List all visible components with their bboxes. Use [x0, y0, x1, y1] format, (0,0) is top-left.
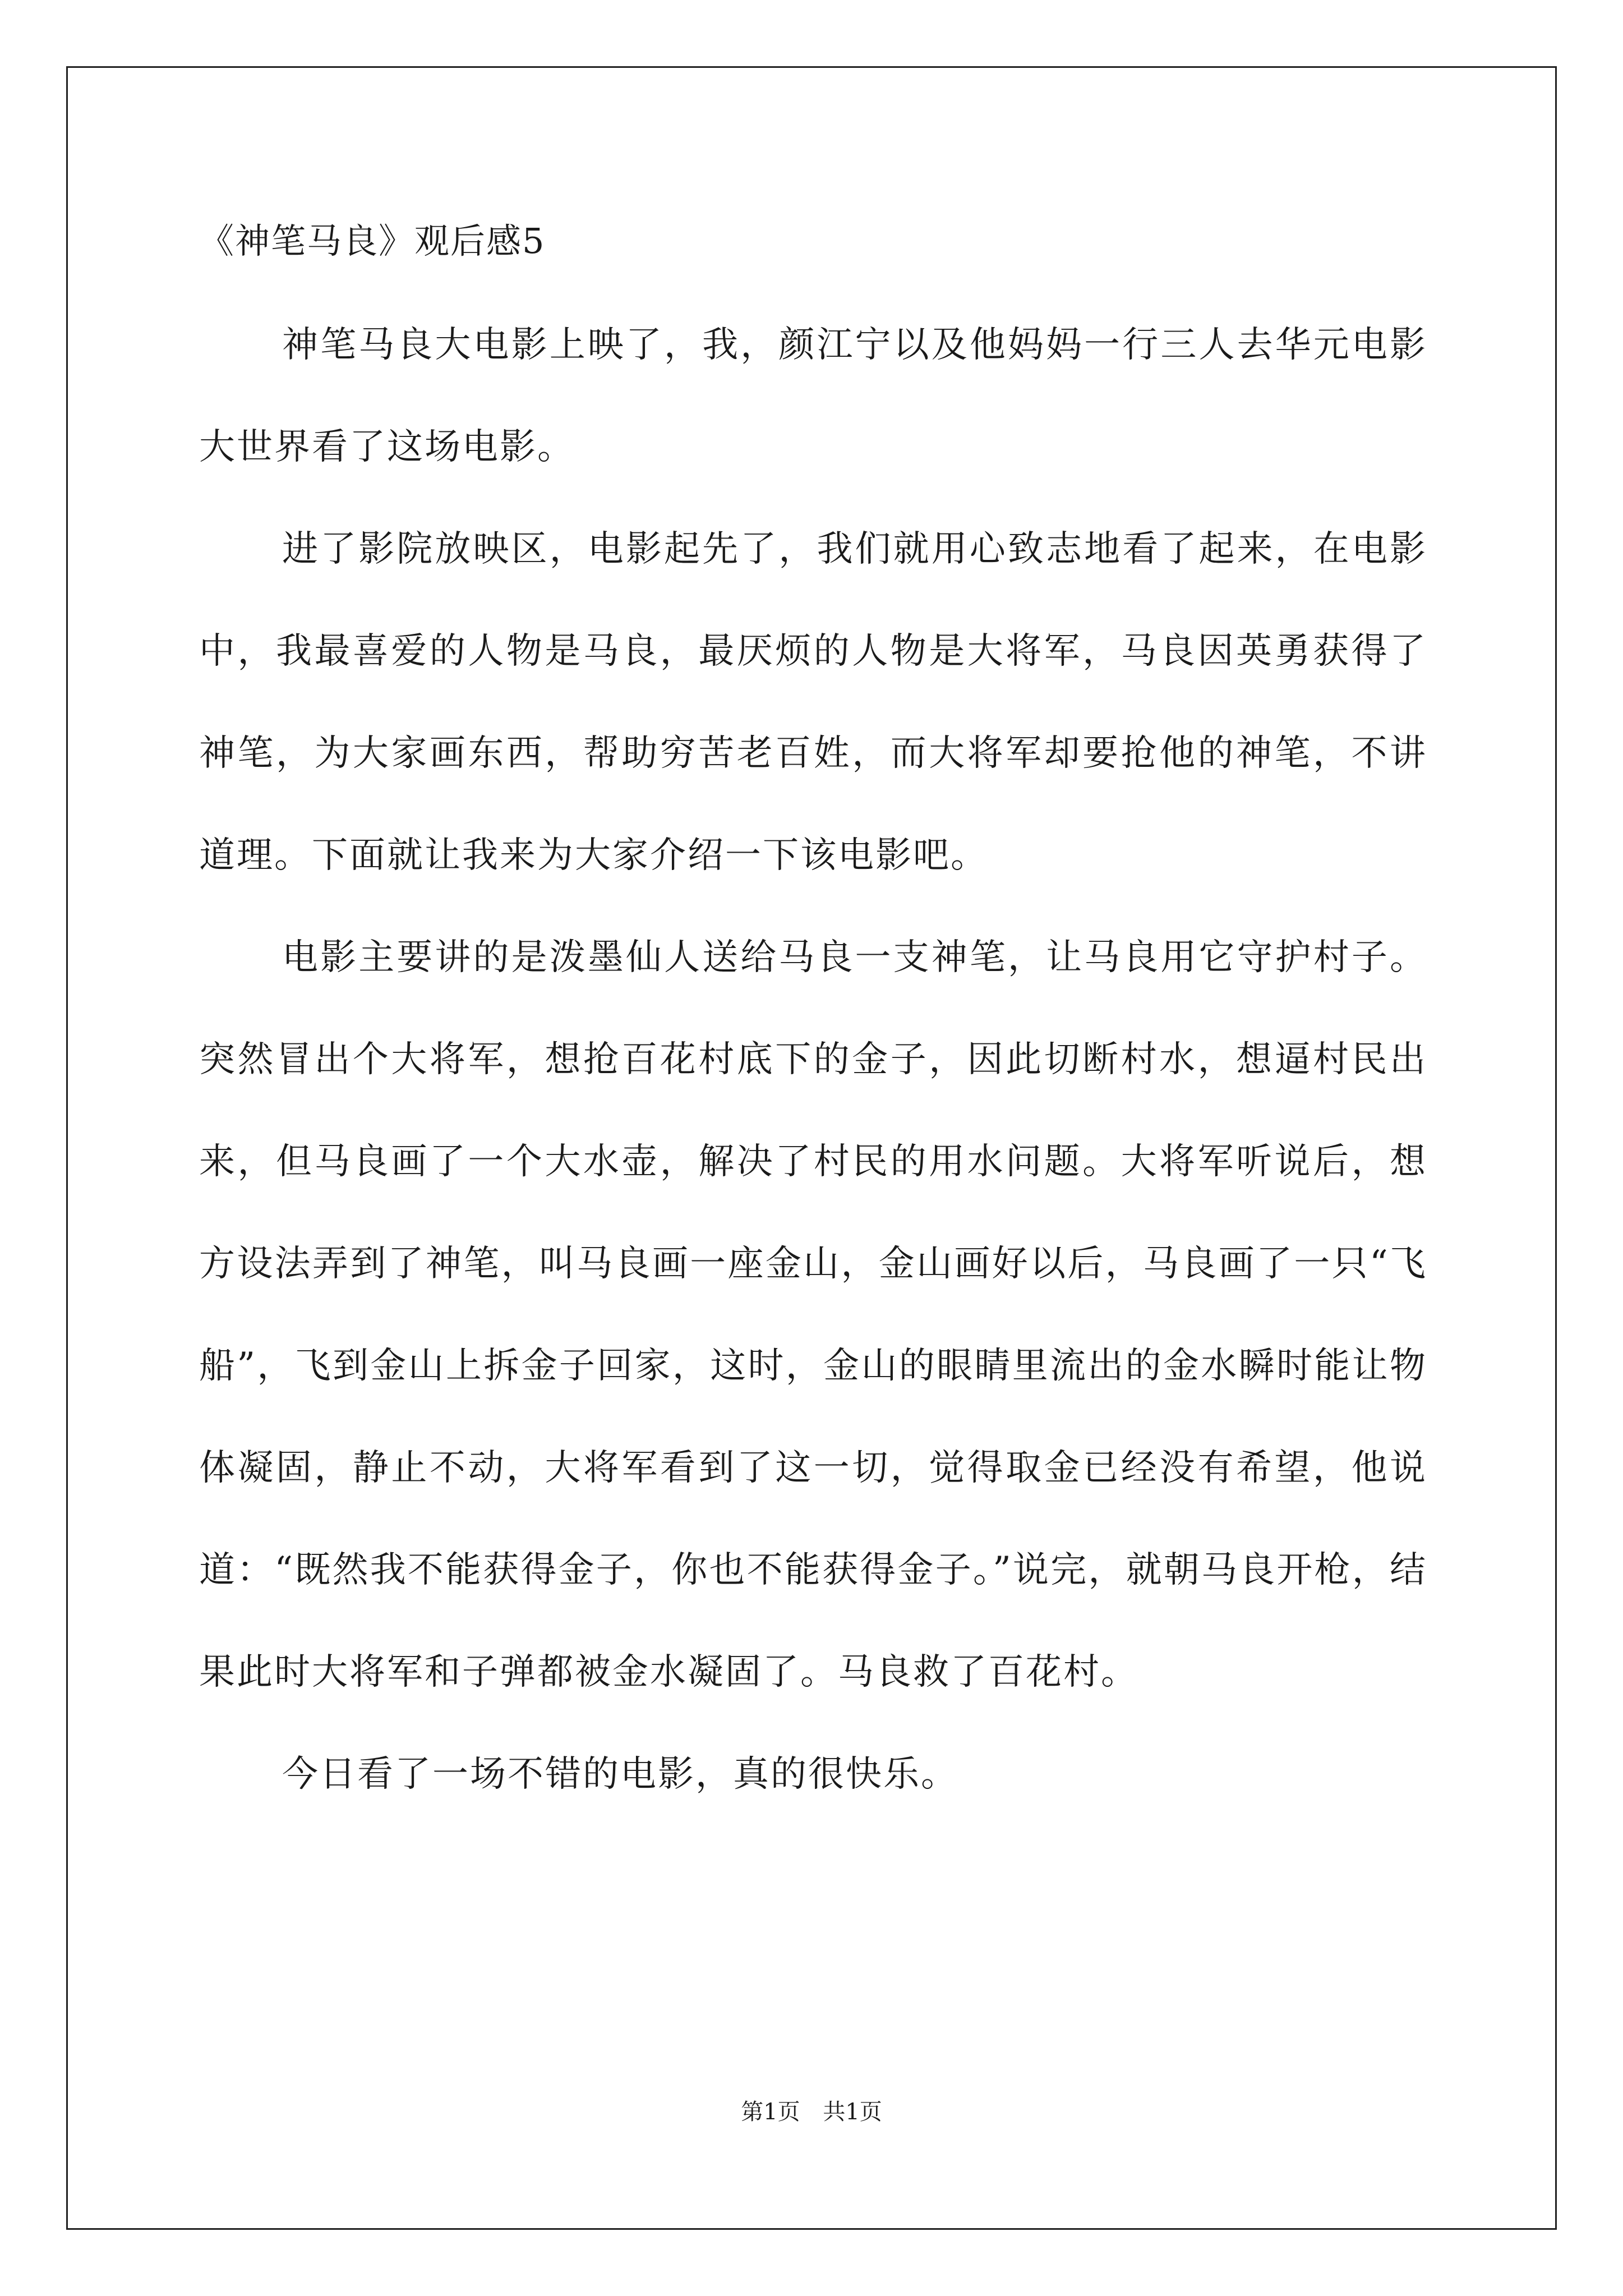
document-title: 《神笔马良》观后感5 — [199, 220, 546, 261]
paragraph-3: 电影主要讲的是泼墨仙人送给马良一支神笔，让马良用它守护村子。突然冒出个大将军，想抢百花村底下的金子，因此切断村水，想逼村民出来，但马良画了一个大水壶，解决了村民的用水问题。大将军听说后，想方设法弄到了神笔，叫马良画一座金山，金山画好以后，马良画了一只“飞船”，飞到金山上拆金子回家，这时，金山的眼睛里流出的金水瞬时能让物体凝固，静止不动，大将军看到了这一切，觉得取金已经没有希望，他说道：“既然我不能获得金子，你也不能获得金子。”说完，就朝马良开枪，结果此时大将军和子弹都被金水凝固了。马良救了百花村。 — [199, 937, 1427, 1693]
page-total: 共1页 — [823, 2099, 882, 2125]
paragraph-1: 神笔马良大电影上映了，我，颜江宁以及他妈妈一行三人去华元电影大世界看了这场电影。 — [199, 324, 1427, 468]
page-number: 第1页 — [741, 2099, 800, 2125]
page-footer — [0, 2095, 1623, 2129]
paragraph-4: 今日看了一场不错的电影，真的很快乐。 — [282, 1754, 958, 1795]
document-body — [199, 213, 1427, 1825]
paragraph-2: 进了影院放映区，电影起先了，我们就用心致志地看了起来，在电影中，我最喜爱的人物是马良，最厌烦的人物是大将军，马良因英勇获得了神笔，为大家画东西，帮助穷苦老百姓，而大将军却要抢他的神笔，不讲道理。下面就让我来为大家介绍一下该电影吧。 — [199, 528, 1427, 876]
